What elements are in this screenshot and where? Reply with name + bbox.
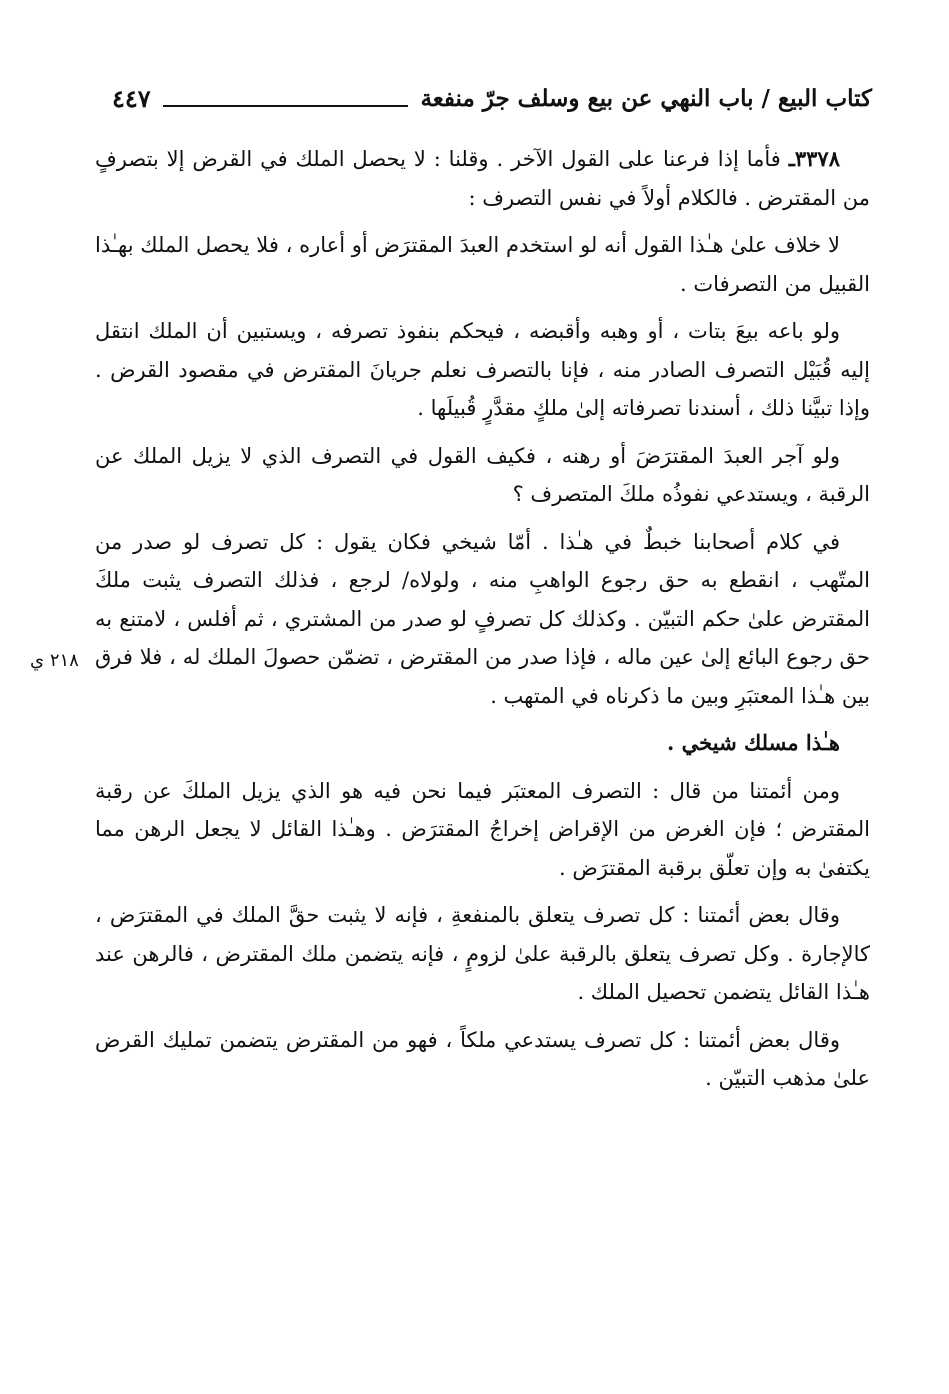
header-rule — [163, 105, 409, 107]
page-number: ٤٤٧ — [112, 83, 151, 113]
paragraph: ولو باعه بيعَ بتات ، أو وهبه وأقبضه ، فيحكم بنفوذ تصرفه ، ويستبين أن الملك انتقل إليه قُبَيْل التصرف الصادر منه ، فإنا بالتصرف نعلم جريانَ المقترض في مقصود القرض . وإذا تبيَّنا ذلك ، أسندنا تصرفاته إلىٰ ملكٍ مقدَّرٍ قُبيلَها . — [95, 319, 870, 420]
paragraph-sheikh-method: هـٰذا مسلك شيخي . — [667, 730, 840, 755]
paragraph-3378 — [95, 140, 870, 217]
margin-manuscript-note: ٢١٨ ي — [30, 650, 79, 671]
paragraph: وقال بعض أئمتنا : كل تصرف يتعلق بالمنفعةِ ، فإنه لا يثبت حقَّ الملك في المقترَض ، كالإجارة . وكل تصرف يتعلق بالرقبة علىٰ لزومٍ ، فإنه يتضمن ملك المقترض ، فالرهن عند هـٰذا القائل يتضمن تحصيل الملك . — [95, 903, 870, 1004]
paragraph: في كلام أصحابنا خبطٌ في هـٰذا . أمّا شيخي فكان يقول : كل تصرف لو صدر من المتّهب ، انقطع به حق رجوع الواهبِ منه ، ولولاه/ لرجع ، فذلك التصرف يثبت ملكَ المقترض علىٰ حكم التبيّن . وكذلك كل تصرفٍ لو صدر من المشتري ، ثم أفلس ، لامتنع به حق رجوع البائع إلىٰ عين ماله ، فإذا صدر من المقترض ، تضمّن حصولَ الملك له ، فلا فرق بين هـٰذا المعتبَرِ وبين ما ذكرناه في المتهب . — [95, 529, 870, 708]
paragraph: ومن أئمتنا من قال : التصرف المعتبَر فيما نحن فيه هو الذي يزيل الملكَ عن رقبة المقترض ؛ فإن الغرض من الإقراض إخراجُ المقترَض . وهـٰذا القائل لا يجعل الرهن مما يكتفىٰ به وإن تعلّق برقبة المقترَض . — [95, 778, 870, 880]
paragraph: ولو آجر العبدَ المقترَضَ أو رهنه ، فكيف القول في التصرف الذي لا يزيل الملك عن الرقبة ، ويستدعي نفوذُه ملكَ المتصرف ؟ — [95, 443, 870, 506]
paragraph: وقال بعض أئمتنا : كل تصرف يستدعي ملكاً ، فهو من المقترض يتضمن تمليك القرض علىٰ مذهب التبيّن . — [95, 1027, 870, 1090]
paragraph-number: ٣٣٧٨ـ — [788, 146, 840, 171]
body-text — [95, 140, 870, 1107]
paragraph: لا خلاف علىٰ هـٰذا القول أنه لو استخدم العبدَ المقترَض أو أعاره ، فلا يحصل الملك بهـٰذا القبيل من التصرفات . — [95, 233, 870, 296]
paragraph-text: فأما إذا فرعنا على القول الآخر . وقلنا : لا يحصل الملك في القرض إلا بتصرفٍ من المقترض . فالكلام أولاً في نفس التصرف : — [95, 147, 870, 210]
header-title: كتاب البيع / باب النهي عن بيع وسلف جرّ منفعة — [420, 84, 872, 112]
running-header — [112, 78, 872, 118]
